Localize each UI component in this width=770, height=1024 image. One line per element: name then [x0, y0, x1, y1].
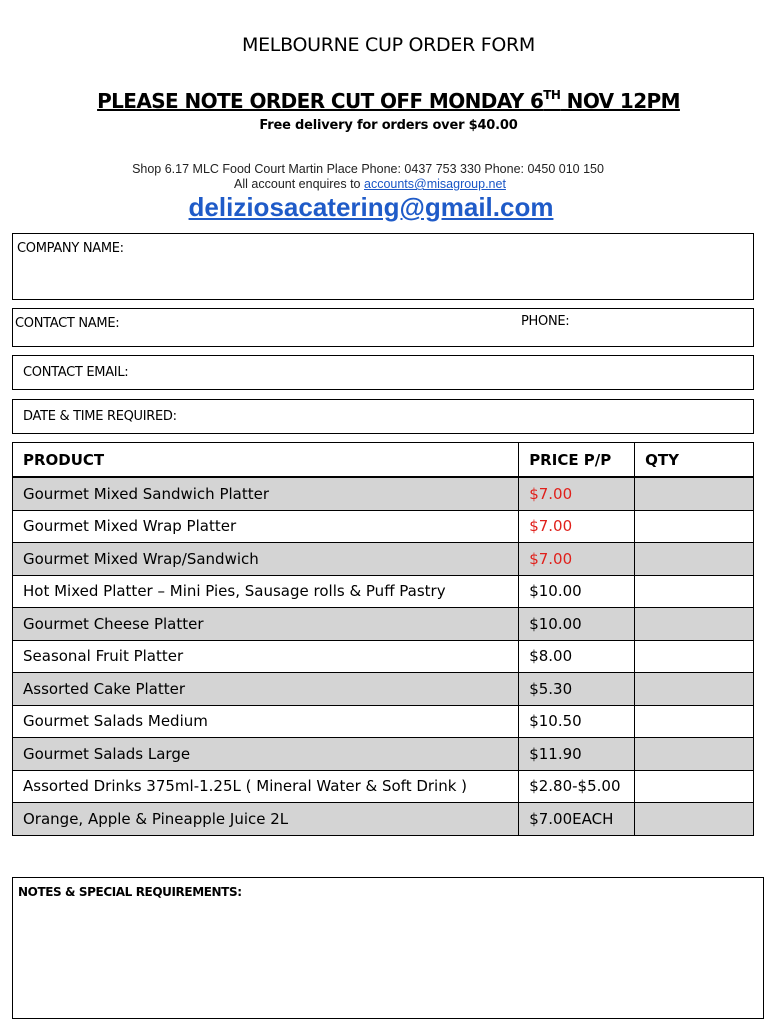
catering-email-link[interactable]: deliziosacatering@gmail.com [188, 192, 554, 222]
table-row [13, 608, 754, 641]
cutoff-notice [0, 88, 770, 113]
qty-cell[interactable] [635, 803, 754, 836]
qty-cell[interactable] [635, 705, 754, 738]
product-name: Gourmet Mixed Wrap/Sandwich [13, 543, 519, 576]
column-header-product: PRODUCT [13, 443, 519, 478]
contact-name-field[interactable] [12, 308, 754, 347]
qty-cell[interactable] [635, 575, 754, 608]
qty-cell[interactable] [635, 770, 754, 803]
table-row [13, 673, 754, 706]
free-delivery-text: Free delivery for orders over $40.00 [259, 118, 518, 133]
table-header-row [13, 443, 754, 478]
qty-cell[interactable] [635, 477, 754, 510]
cutoff-notice-text: PLEASE NOTE ORDER CUT OFF MONDAY 6 [97, 89, 544, 113]
table-row [13, 510, 754, 543]
product-name: Gourmet Mixed Wrap Platter [13, 510, 519, 543]
cutoff-notice-sup: TH [543, 88, 561, 102]
table-row [13, 477, 754, 510]
table-row [13, 738, 754, 771]
date-time-label: DATE & TIME REQUIRED: [23, 409, 177, 424]
table-row [13, 705, 754, 738]
product-name: Gourmet Cheese Platter [13, 608, 519, 641]
table-row [13, 543, 754, 576]
account-enquiries-line [0, 177, 740, 191]
date-time-field[interactable] [12, 399, 754, 434]
product-price: $7.00 [519, 477, 635, 510]
contact-email-label: CONTACT EMAIL: [23, 365, 129, 380]
product-price: $10.00 [519, 608, 635, 641]
qty-cell[interactable] [635, 543, 754, 576]
product-name: Gourmet Mixed Sandwich Platter [13, 477, 519, 510]
product-price: $10.00 [519, 575, 635, 608]
product-price: $10.50 [519, 705, 635, 738]
table-row [13, 770, 754, 803]
product-price: $2.80-$5.00 [519, 770, 635, 803]
product-name: Hot Mixed Platter – Mini Pies, Sausage rolls & Puff Pastry [13, 575, 519, 608]
column-header-qty: QTY [635, 443, 754, 478]
product-price: $7.00 [519, 543, 635, 576]
qty-cell[interactable] [635, 608, 754, 641]
product-price: $7.00EACH [519, 803, 635, 836]
qty-cell[interactable] [635, 640, 754, 673]
product-name: Gourmet Salads Medium [13, 705, 519, 738]
product-price: $7.00 [519, 510, 635, 543]
cutoff-notice-end: NOV 12PM [560, 89, 680, 113]
company-name-field[interactable] [12, 233, 754, 300]
phone-label: PHONE: [521, 314, 570, 329]
product-name: Assorted Cake Platter [13, 673, 519, 706]
qty-cell[interactable] [635, 673, 754, 706]
shop-contact-line: Shop 6.17 MLC Food Court Martin Place Phone: 0437 753 330 Phone: 0450 010 150 [132, 162, 604, 176]
company-name-label: COMPANY NAME: [17, 241, 124, 256]
product-name: Seasonal Fruit Platter [13, 640, 519, 673]
product-table [12, 442, 754, 836]
notes-label: NOTES & SPECIAL REQUIREMENTS: [18, 885, 242, 899]
contact-email-field[interactable] [12, 355, 754, 390]
table-row [13, 575, 754, 608]
notes-field[interactable] [12, 877, 764, 1019]
table-row [13, 640, 754, 673]
table-row [13, 803, 754, 836]
account-enquiries-prefix: All account enquires to [234, 177, 364, 191]
account-email-link[interactable]: accounts@misagroup.net [364, 177, 506, 191]
contact-name-label: CONTACT NAME: [15, 316, 120, 331]
product-name: Orange, Apple & Pineapple Juice 2L [13, 803, 519, 836]
form-title: MELBOURNE CUP ORDER FORM [242, 34, 535, 56]
product-name: Assorted Drinks 375ml-1.25L ( Mineral Water & Soft Drink ) [13, 770, 519, 803]
product-name: Gourmet Salads Large [13, 738, 519, 771]
product-price: $11.90 [519, 738, 635, 771]
product-price: $5.30 [519, 673, 635, 706]
qty-cell[interactable] [635, 510, 754, 543]
qty-cell[interactable] [635, 738, 754, 771]
product-price: $8.00 [519, 640, 635, 673]
column-header-price: PRICE P/P [519, 443, 635, 478]
